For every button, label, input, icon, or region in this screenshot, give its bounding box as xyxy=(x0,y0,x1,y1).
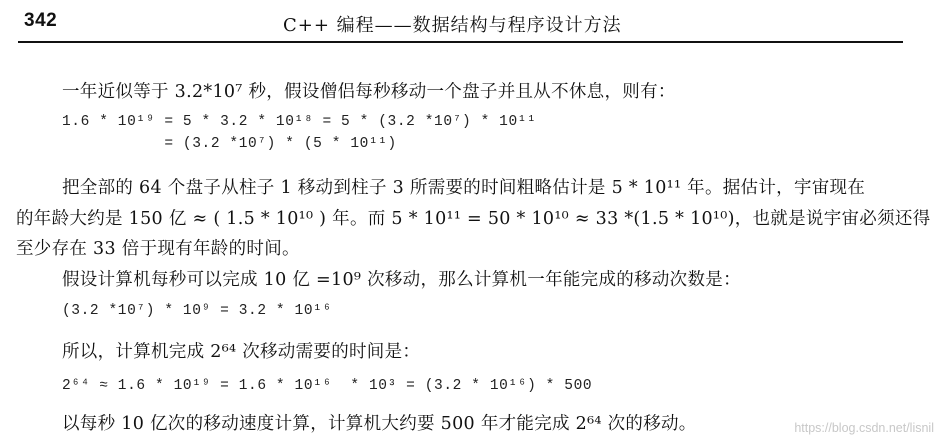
formula-line: = (3.2 *10⁷) * (5 * 10¹¹) xyxy=(62,136,397,152)
text-line: 至少存在 33 倍于现有年龄的时间。 xyxy=(16,239,300,259)
text-line: 把全部的 64 个盘子从柱子 1 移动到柱子 3 所需要的时间粗略估计是 5 * 10¹¹ 年。据估计，宇宙现在 xyxy=(62,178,866,198)
text-line: 以每秒 10 亿次的移动速度计算，计算机大约要 500 年才能完成 2⁶⁴ 次的移动。 xyxy=(62,414,697,434)
formula-line: 1.6 * 10¹⁹ = 5 * 3.2 * 10¹⁸ = 5 * (3.2 *10⁷) * 10¹¹ xyxy=(62,114,537,130)
text-line: 的年龄大约是 150 亿 ≈ ( 1.5 * 10¹⁰ ) 年。而 5 * 10¹¹ = 50 * 10¹⁰ ≈ 33 *(1.5 * 10¹⁰)，也就是说宇宙必须还得 xyxy=(16,209,931,229)
running-title: C++ 编程——数据结构与程序设计方法 xyxy=(283,15,622,36)
text-line: 一年近似等于 3.2*10⁷ 秒，假设僧侣每秒移动一个盘子并且从不休息，则有： xyxy=(62,82,676,102)
watermark: https://blog.csdn.net/lisnil xyxy=(794,421,934,435)
page-header xyxy=(18,10,898,40)
page-number: 342 xyxy=(24,10,58,31)
header-rule xyxy=(18,41,903,43)
formula-line: (3.2 *10⁷) * 10⁹ = 3.2 * 10¹⁶ xyxy=(62,303,332,319)
formula-line: 2⁶⁴ ≈ 1.6 * 10¹⁹ = 1.6 * 10¹⁶ * 10³ = (3.2 * 10¹⁶) * 500 xyxy=(62,378,593,394)
text-line: 所以，计算机完成 2⁶⁴ 次移动需要的时间是： xyxy=(62,342,421,362)
text-line: 假设计算机每秒可以完成 10 亿 =10⁹ 次移动，那么计算机一年能完成的移动次数是： xyxy=(62,270,741,290)
